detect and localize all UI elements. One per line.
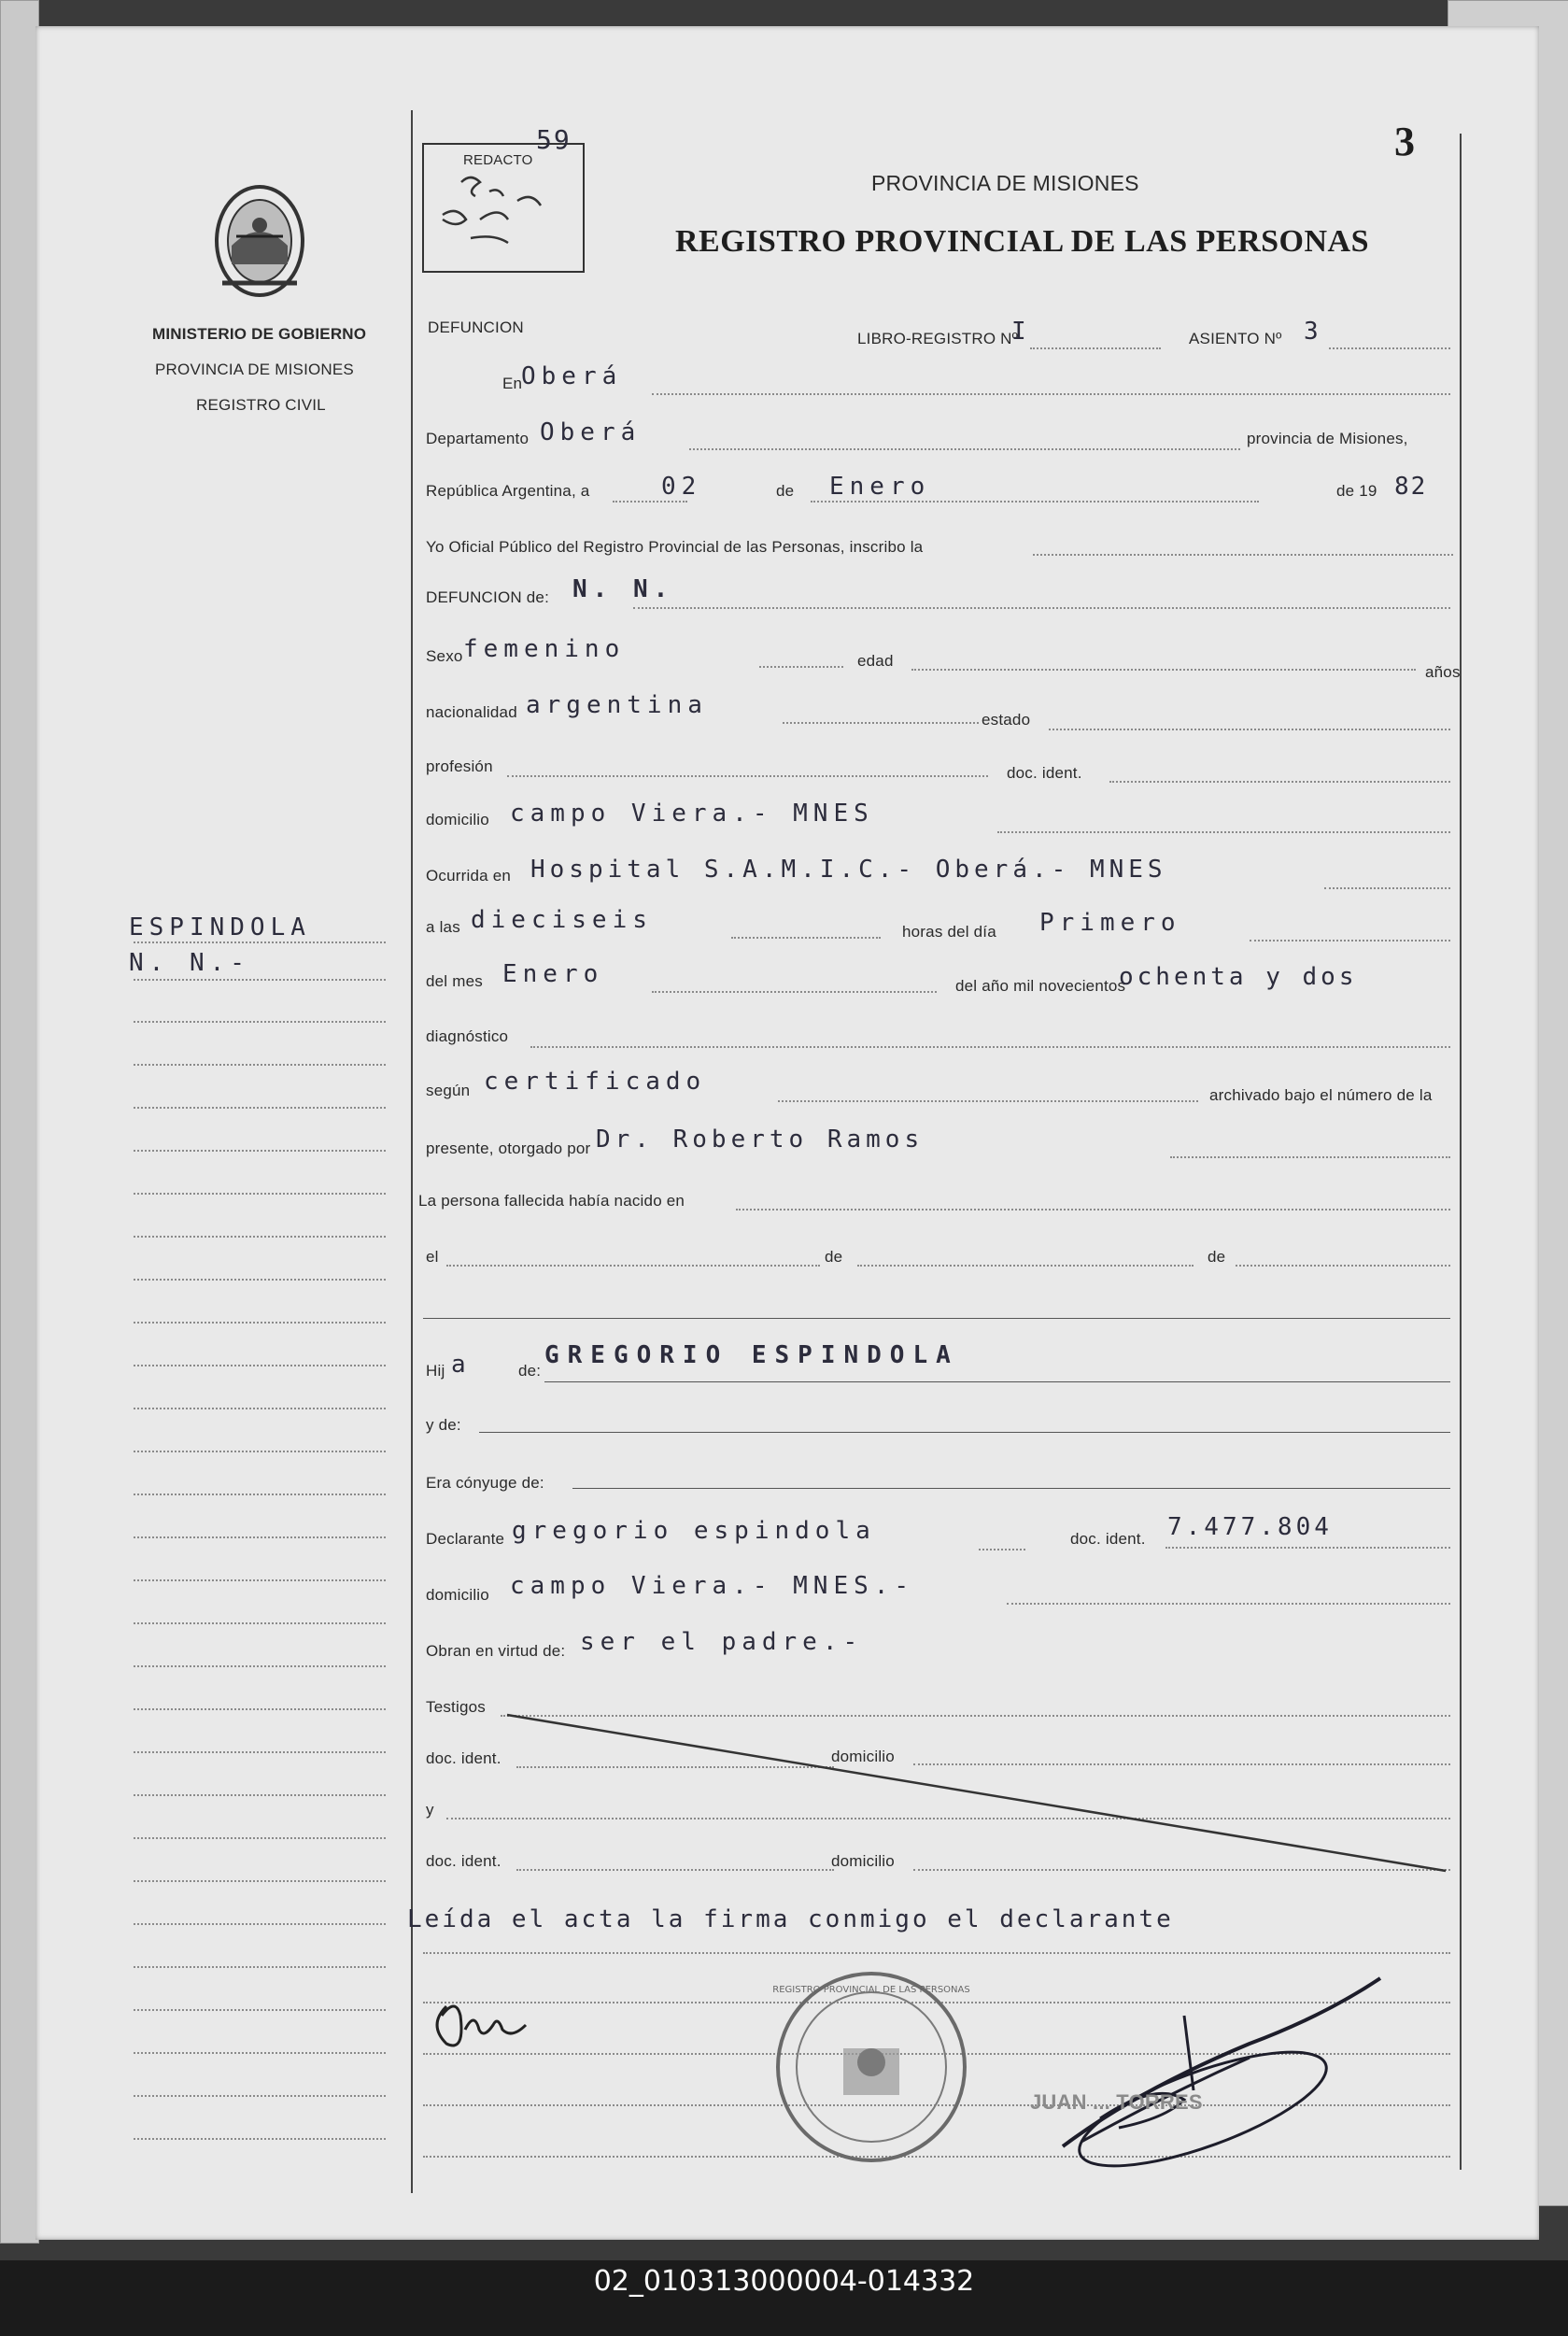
anos-label: años	[1425, 663, 1461, 681]
conyuge-label: Era cónyuge de:	[426, 1474, 544, 1492]
margin-line	[134, 1794, 386, 1796]
el-label: el	[426, 1248, 439, 1266]
domicilio2-label: domicilio	[426, 1586, 489, 1604]
libro-label: LIBRO-REGISTRO Nº	[857, 330, 1019, 347]
presente-line	[1170, 1156, 1450, 1158]
separator-line	[423, 1318, 1450, 1319]
margin-line	[134, 2052, 386, 2054]
margin-line	[134, 1494, 386, 1495]
departamento-line	[689, 448, 1240, 450]
official-signature-icon	[1044, 1960, 1408, 2174]
hija-de-value: GREGORIO ESPINDOLA	[544, 1341, 959, 1369]
year-value: 82	[1394, 473, 1428, 501]
segun-label: según	[426, 1082, 471, 1099]
domicilio-line	[997, 831, 1450, 833]
profesion-line	[507, 775, 988, 777]
declarante-value: gregorio espindola	[512, 1517, 876, 1545]
estado-label: estado	[982, 711, 1031, 729]
domicilio2-value: campo Viera.- MNES.-	[510, 1572, 915, 1600]
oficial-line	[1033, 554, 1453, 556]
redacto-number: 59	[536, 124, 572, 155]
testigo2-domicilio-label: domicilio	[831, 1852, 895, 1870]
margin-line	[134, 1107, 386, 1109]
obran-label: Obran en virtud de:	[426, 1642, 566, 1660]
registry-stamp-icon	[764, 1964, 979, 2170]
margin-line	[134, 1837, 386, 1839]
asiento-label: ASIENTO Nº	[1189, 330, 1282, 347]
nacionalidad-line	[783, 722, 979, 724]
page-stack-left	[0, 0, 39, 2244]
en-line	[652, 393, 1450, 395]
margin-line	[134, 1150, 386, 1152]
presente-value: Dr. Roberto Ramos	[596, 1126, 925, 1154]
republica-line	[613, 501, 687, 503]
margin-line	[134, 1021, 386, 1023]
en-value: Oberá	[521, 362, 623, 390]
el-line	[446, 1265, 820, 1267]
diagnostico-line	[530, 1046, 1450, 1048]
hija-label: Hij	[426, 1362, 445, 1380]
month-value: Enero	[829, 473, 931, 501]
margin-line	[134, 1751, 386, 1753]
horas-line	[1250, 940, 1450, 941]
declarante-doc-value: 7.477.804	[1167, 1513, 1333, 1541]
de-line-2	[857, 1265, 1194, 1267]
libro-line	[1030, 347, 1161, 349]
y-label: y	[426, 1801, 434, 1819]
a-las-value: dieciseis	[471, 906, 653, 934]
province-line: PROVINCIA DE MISIONES	[155, 361, 354, 378]
defuncion-de-value: N. N.	[572, 575, 674, 603]
margin-line	[134, 1193, 386, 1195]
declarante-label: Declarante	[426, 1530, 505, 1548]
day-value: 02	[661, 473, 702, 501]
asiento-line	[1329, 347, 1450, 349]
margin-line	[134, 1536, 386, 1538]
defuncion-label: DEFUNCION	[428, 319, 524, 336]
sexo-line	[759, 666, 843, 668]
del-ano-value: ochenta y dos	[1119, 963, 1358, 991]
declarant-signature-icon	[418, 1978, 558, 2062]
nacido-label: La persona fallecida había nacido en	[418, 1192, 685, 1210]
testigos-label: Testigos	[426, 1698, 486, 1716]
doc-ident-label: doc. ident.	[1007, 764, 1082, 782]
nacido-line	[736, 1209, 1450, 1210]
closing-text: Leída el acta la firma conmigo el declarante	[407, 1905, 1174, 1933]
obran-value: ser el padre.-	[580, 1628, 864, 1656]
doc-ident-line	[1109, 781, 1450, 783]
margin-line	[134, 1708, 386, 1710]
sexo-value: femenino	[463, 635, 626, 663]
province-title: PROVINCIA DE MISIONES	[871, 171, 1139, 195]
cancel-stroke-icon	[502, 1707, 1455, 1876]
registry-title: REGISTRO PROVINCIAL DE LAS PERSONAS	[675, 224, 1369, 259]
presente-label: presente, otorgado por	[426, 1140, 591, 1157]
declarante-doc-label: doc. ident.	[1070, 1530, 1146, 1548]
left-rule	[411, 110, 413, 2193]
margin-line	[134, 1322, 386, 1324]
edad-line	[911, 669, 1416, 671]
redacto-box	[422, 124, 585, 273]
margin-line	[134, 1880, 386, 1882]
diagnostico-label: diagnóstico	[426, 1027, 509, 1045]
oficial-text: Yo Oficial Público del Registro Provincial de las Personas, inscribo la	[426, 538, 924, 556]
a-las-label: a las	[426, 918, 460, 936]
ocurrida-label: Ocurrida en	[426, 867, 512, 885]
horas-value: Primero	[1039, 909, 1181, 937]
defuncion-de-line	[633, 607, 1450, 609]
margin-line	[134, 1622, 386, 1624]
redacto-label: REDACTO	[463, 152, 533, 168]
departamento-value: Oberá	[540, 418, 642, 446]
official-name-stamp: JUAN ... TORRES	[1030, 2090, 1203, 2114]
defuncion-de-label: DEFUNCION de:	[426, 588, 550, 606]
margin-line	[134, 2095, 386, 2097]
segun-line	[778, 1100, 1198, 1102]
margin-line	[134, 2009, 386, 2011]
margin-line	[134, 1365, 386, 1366]
domicilio2-line	[1007, 1603, 1450, 1605]
margin-line	[134, 1408, 386, 1409]
stamp-text: REGISTRO PROVINCIAL DE LAS PERSONAS	[772, 1985, 970, 1995]
segun-value: certificado	[484, 1068, 707, 1096]
margin-note-surname: ESPINDOLA	[129, 913, 311, 941]
margin-line	[134, 1923, 386, 1925]
sexo-label: Sexo	[426, 647, 463, 665]
registry-line: REGISTRO CIVIL	[196, 396, 326, 414]
edad-label: edad	[857, 652, 894, 670]
margin-note-name: N. N.-	[129, 949, 250, 977]
nacionalidad-label: nacionalidad	[426, 703, 517, 721]
estado-line	[1049, 729, 1450, 730]
conyuge-line	[572, 1488, 1450, 1489]
archivado-label: archivado bajo el número de la	[1209, 1086, 1433, 1104]
asiento-value: 3	[1304, 318, 1324, 346]
margin-line	[134, 1279, 386, 1281]
file-caption: 02_010313000004-014332	[593, 2265, 975, 2298]
ocurrida-value: Hospital S.A.M.I.C.- Oberá.- MNES	[530, 856, 1167, 884]
margin-line	[134, 1579, 386, 1581]
domicilio-value: campo Viera.- MNES	[510, 800, 874, 828]
domicilio-label: domicilio	[426, 811, 489, 828]
province-seal-icon	[208, 180, 311, 302]
margin-line	[134, 1064, 386, 1066]
de-label-2: de	[825, 1248, 843, 1266]
horas-label: horas del día	[902, 923, 996, 941]
right-rule	[1460, 134, 1462, 2170]
nacionalidad-value: argentina	[526, 691, 708, 719]
margin-line	[134, 1236, 386, 1238]
declarante-line	[979, 1549, 1025, 1550]
del-mes-value: Enero	[502, 960, 604, 988]
ocurrida-line	[1324, 887, 1450, 889]
initials-scribble-icon	[424, 163, 583, 266]
margin-line	[134, 1966, 386, 1968]
month-line	[811, 501, 1259, 503]
year-prefix: de 19	[1336, 482, 1377, 500]
testigo1-domicilio-label: domicilio	[831, 1748, 895, 1765]
a-las-line	[731, 937, 881, 939]
page-number: 3	[1394, 119, 1415, 164]
profesion-label: profesión	[426, 757, 493, 775]
testigo2-doc-label: doc. ident.	[426, 1852, 501, 1870]
departamento-label: Departamento	[426, 430, 530, 447]
de-line-3	[1236, 1265, 1450, 1267]
libro-value: I	[1011, 318, 1032, 346]
y-de-line	[479, 1432, 1450, 1433]
margin-line-1	[134, 941, 386, 943]
margin-line	[134, 1451, 386, 1452]
del-mes-label: del mes	[426, 972, 483, 990]
de-label-3: de	[1208, 1248, 1226, 1266]
en-label: En	[502, 375, 523, 392]
provincia-suffix: provincia de Misiones,	[1247, 430, 1408, 447]
hija-de-label: de:	[518, 1362, 542, 1380]
del-ano-label: del año mil novecientos	[955, 977, 1126, 995]
testigo1-doc-label: doc. ident.	[426, 1749, 501, 1767]
del-mes-line	[652, 991, 937, 993]
de-label: de	[776, 482, 795, 500]
ministry-line: MINISTERIO DE GOBIERNO	[152, 325, 367, 343]
declarante-doc-line	[1165, 1547, 1450, 1549]
hija-de-line	[544, 1381, 1450, 1382]
margin-line-2	[134, 979, 386, 981]
closing-line-1	[423, 1952, 1450, 1954]
margin-line	[134, 1665, 386, 1667]
republica-label: República Argentina, a	[426, 482, 590, 500]
hija-suffix: a	[451, 1351, 472, 1379]
y-de-label: y de:	[426, 1416, 461, 1434]
margin-line	[134, 2138, 386, 2140]
register-page	[35, 26, 1539, 2240]
